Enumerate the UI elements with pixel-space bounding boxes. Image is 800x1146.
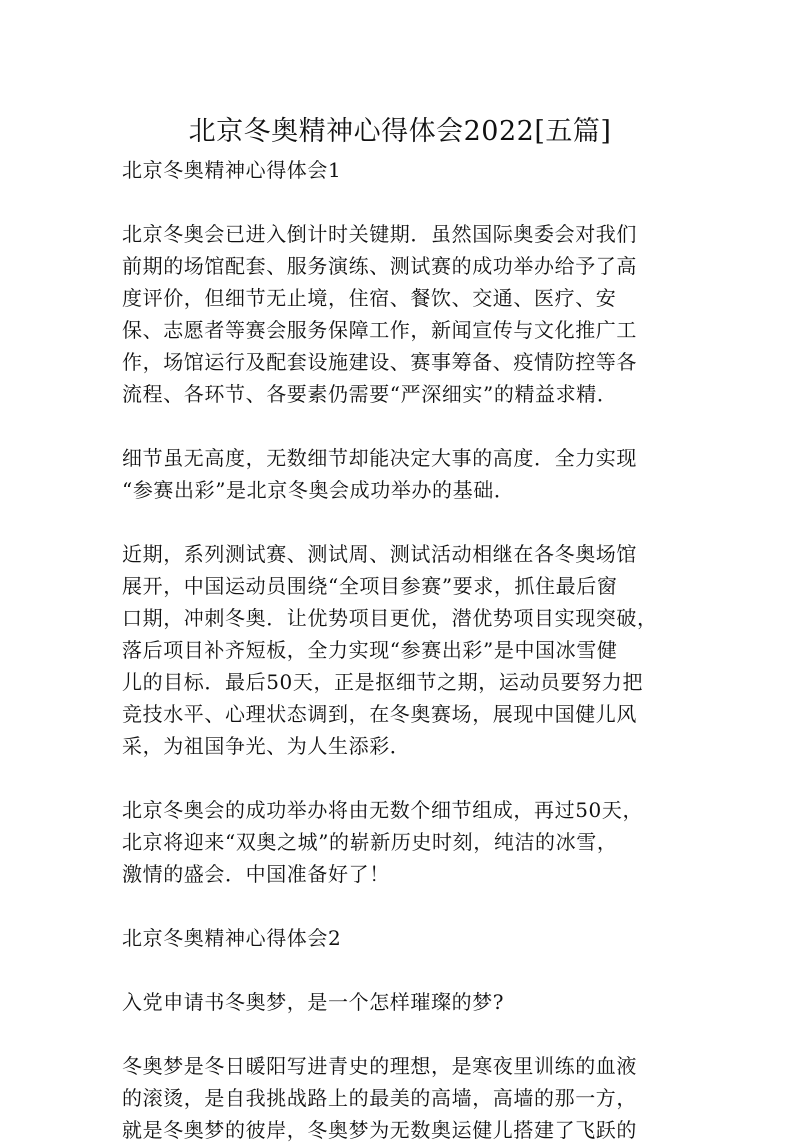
paragraph-line: 的滚烫，是自我挑战路上的最美的高墙，高墙的那一方，	[122, 1086, 637, 1110]
paragraph-line: 口期，冲刺冬奥．让优势项目更优，潜优势项目实现突破，	[122, 606, 658, 630]
document-title: 北京冬奥精神心得体会2022[五篇]	[188, 116, 612, 147]
paragraph-gap	[122, 506, 682, 538]
paragraph-line: 采，为祖国争光、为人生添彩．	[122, 734, 411, 758]
paragraph-line: 度评价，但细节无止境，住宿、餐饮、交通、医疗、安	[122, 286, 617, 310]
paragraph-line: 落后项目补齐短板，全力实现“参赛出彩”是中国冰雪健	[122, 638, 618, 662]
paragraph-line: 激情的盛会．中国准备好了！	[122, 862, 390, 886]
paragraph-gap	[122, 186, 682, 218]
paragraph-line: 近期，系列测试赛、测试周、测试活动相继在各冬奥场馆	[122, 542, 637, 566]
paragraph-line: 北京冬奥会已进入倒计时关键期．虽然国际奥委会对我们	[122, 222, 637, 246]
paragraph-line: 作，场馆运行及配套设施建设、赛事筹备、疫情防控等各	[122, 350, 637, 374]
paragraph-line: “参赛出彩”是北京冬奥会成功举办的基础．	[122, 478, 515, 502]
paragraph-4	[122, 794, 682, 890]
paragraph-gap	[122, 762, 682, 794]
paragraph-gap	[122, 890, 682, 922]
paragraph-line: 北京将迎来“双奥之城”的崭新历史时刻，纯洁的冰雪，	[122, 830, 618, 854]
paragraph-3	[122, 538, 682, 762]
paragraph-gap	[122, 410, 682, 442]
paragraph-2	[122, 442, 682, 506]
section-heading-1: 北京冬奥精神心得体会1	[122, 158, 342, 182]
paragraph-line: 展开，中国运动员围绕“全项目参赛”要求，抓住最后窗	[122, 574, 618, 598]
paragraph-6	[122, 1050, 682, 1146]
paragraph-line: 冬奥梦是冬日暖阳写进青史的理想，是寒夜里训练的血液	[122, 1054, 637, 1078]
paragraph-line: 流程、各环节、各要素仍需要“严深细实”的精益求精．	[122, 382, 618, 406]
paragraph-line: 北京冬奥会的成功举办将由无数个细节组成，再过50天，	[122, 798, 644, 822]
paragraph-line: 就是冬奥梦的彼岸，冬奥梦为无数奥运健儿搭建了飞跃的	[122, 1118, 637, 1142]
paragraph-line: 细节虽无高度，无数细节却能决定大事的高度．全力实现	[122, 446, 637, 470]
paragraph-line: 保、志愿者等赛会服务保障工作，新闻宣传与文化推广工	[122, 318, 637, 342]
paragraph-5	[122, 986, 682, 1018]
paragraph-line: 儿的目标．最后50天，正是抠细节之期，运动员要努力把	[122, 670, 644, 694]
document-body	[122, 154, 682, 1146]
paragraph-line: 前期的场馆配套、服务演练、测试赛的成功举办给予了高	[122, 254, 637, 278]
paragraph-line: 竞技水平、心理状态调到，在冬奥赛场，展现中国健儿风	[122, 702, 637, 726]
paragraph-1	[122, 218, 682, 410]
paragraph-gap	[122, 954, 682, 986]
paragraph-gap	[122, 1018, 682, 1050]
section-heading-2: 北京冬奥精神心得体会2	[122, 926, 342, 950]
paragraph-line: 入党申请书冬奥梦，是一个怎样璀璨的梦?	[122, 990, 505, 1014]
